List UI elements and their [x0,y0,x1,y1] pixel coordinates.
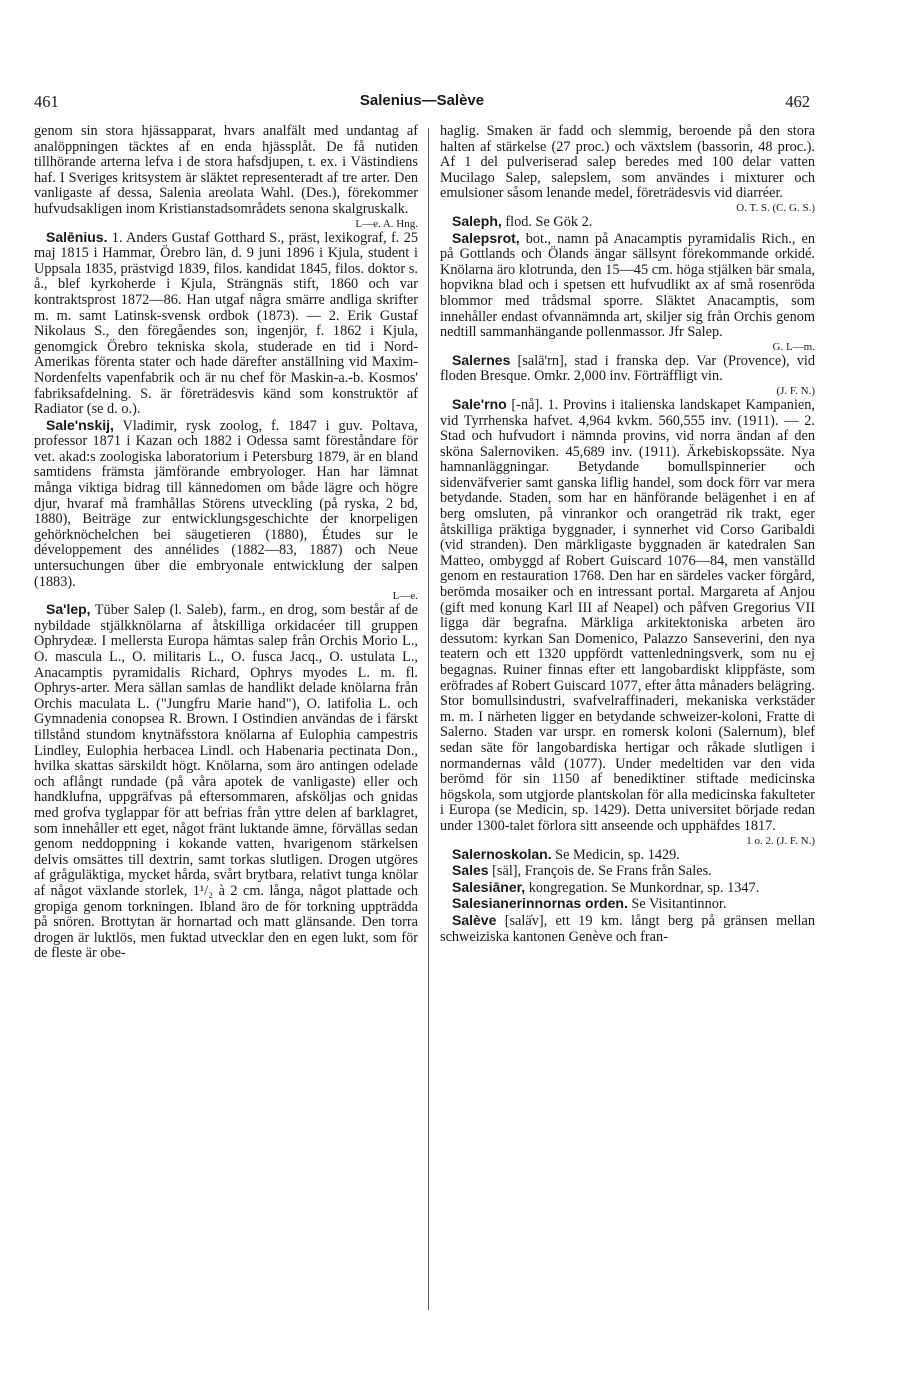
entry-signature: O. T. S. (C. G. S.) [736,201,815,214]
entry-headword: Sale'rno [452,395,507,412]
entry-signature: L—e. A. Hng. [355,217,418,230]
entry [34,602,418,962]
page-header [34,92,810,116]
entry-text: Se Visitantinnor. [627,896,727,913]
entry-text: [salä̇v], ett 19 km. långt berg på gränsen mellan schweiziska kantonen Genève och fran- [440,912,815,945]
entry-text: Tüber Salep (l. Saleb), farm., en drog, som består af de nybildade stjälkknölarna af åtskilliga orkidacéer till gruppen Ophrydeæ. I mellersta Europa hämtas salep från Orchis Morio L., O. mascula L., O. militaris L., O. fusca Jacq., O. ustulata L., Anacamptis pyramidalis Richard, Ophrys myodes L. m. fl. Ophrys-arter. Mera sällan samlas de handlikt delade knölarna från Orchis maculata L. ("Jungfru Marie hand"), O. latifolia L. och Gymnadenia conopsea R. Brown. I Ostindien användas de i färskt tillstånd stundom knytnäfsstora knölarna af Eulophia campestris Lindley, Eulophia herbacea Lindl. och Habenaria pectinata Don., hvilka skattas särskildt högt. Knölarna, som äro antingen odelade och aflångt rundade (på våra apotek de vanligaste) eller och handklufna, uppgräfvas på eftersommaren, afsköljas och gnidas med grofva tyglappar för att befrias från yttre delen af barklagret, som innehåller ett eget, något fränt luktande ämne, förvällas sedan genom neddoppning i kokande vatten, hvarigenom stärkelsen delvis omsättes till dextrin, samt torkas slutligen. Drogen utgöres af gråguläktiga, mycket hårda, svårt brytbara, relativt tunga knölar af något växlande storlek, 1¹/₂ à 2 cm. långa, något plattade och gropiga genom torkningen. Ibland äro de för torkning uppträdda på snören. Brottytan är hornartad och matt glänsande. Den torra drogen är luktlös, men fuktad utvecklar den en egen lukt, som för de fleste är obe- [34,602,418,962]
entry-headword: Saleph, [452,212,502,229]
entry-text: bot., namn på Anacamptis pyramidalis Rich., en på Gottlands och Ölands ängar sällsynt förekommande orkidé. Knölarna äro klotrunda, den 15—45 cm. höga stjälken bär smala, hopvikna blad och i spetsen ett hufvudlikt ax af små rosenröda blommor med trådsmal sporre. Släktet Anacamptis, som innehåller endast ofvannämnda art, skiljer sig från Orchis genom nedtill sammanhängande pollenmassor. Jfr Salep. [440,230,815,341]
entry [440,847,815,864]
column-divider [428,128,429,1310]
entry-headword: Salernes [452,351,511,368]
entry-text: Se Medicin, sp. 1429. [551,846,680,863]
right-column [440,124,815,945]
entry-text: [säl], François de. Se Frans från Sales. [488,863,712,880]
entry [34,124,418,230]
entry-headword: Salēnius. [46,228,108,245]
entry-headword: Salève [452,911,497,928]
entry [440,880,815,897]
entry-text: Vladimir, rysk zoolog, f. 1847 i guv. Poltava, professor 1871 i Kazan och 1882 i Odessa samt föreståndare för vet. akad:s zoologiska laboratorium i Petersburg 1879, är en bland samtidens främsta jämförande embryologer. Han har lämnat många viktiga bidrag till kännedomen om både lägre och högre djur, hvaraf må framhållas Störens utveckling (på ryska, 2 bd, 1880), Beiträge zur entwicklungsgeschichte der knorpeligen gehörknöchelchen bei säugetieren (1880), Études sur le développement des annélides (1882—83, 1887) och Neue untersuchungen über die embryonale entwicklung der salpen (1883). [34,417,418,590]
entry [440,863,815,880]
entry-text: kongregation. Se Munkordnar, sp. 1347. [525,879,760,896]
entry-headword: Salepsrot, [452,229,520,246]
entry-text: haglig. Smaken är fadd och slemmig, beroende på den stora halten af stärkelse (27 proc.) och växtslem (bassorin, 48 proc.). Af 1 del pulveriserad salep beredes med 100 delar vatten Mucilago Salep, salepslem, som användes i mixturer och emulsioner såsom lenande medel, företrädesvis vid diarréer. [440,123,815,202]
entry-text: genom sin stora hjässapparat, hvars analfält med undantag af analöppningen täcktes af en enda hjässplåt. De få nutiden tillhörande arterna lefva i de stora hafsdjupen, t. ex. i Västindiens haf. I Sveriges kritsystem är släktet representeradt af tre arter. Den vanligaste af dessa, Salenia areolata Wahl. (Des.), förekommer hufvudsakligen inom Kristianstadsområdets senona skalgruskalk. [34,123,418,217]
entry-headword: Sales [452,862,489,879]
entry [440,231,815,353]
running-title: Salenius—Salève [359,92,485,109]
entry [440,214,815,231]
entry-headword: Sa'lep, [46,601,91,618]
entry [34,230,418,418]
entry [440,896,815,913]
entry-text: 1. Anders Gustaf Gotthard S., präst, lexikograf, f. 25 maj 1815 i Hammar, Örebro län, d. 9 juni 1896 i Kjula, student i Uppsala 1835, prästvigd 1839, filos. kandidat 1845, filos. doktor s. å., blef kyrkoherde i Kjula, Strängnäs stift, 1860 och var kontraktsprost 1872—86. Han utgaf några smärre andliga skrifter m. m. samt Latinsk-svensk ordbok (1873). — 2. Erik Gustaf Nikolaus S., den föregåendes son, ingenjör, f. 1862 i Kjula, genomgick Örebro tekniska skola, studerade en tid i Nord-Amerikas förenta stater och hade därefter anställning vid Maxim-Nordenfelts vapenfabrik och är nu chef för Maskin-a.-b. Kosmos' fabriksafdelning. S. är företrädesvis känd som konstruktör af Radiator (se d. o.). [34,229,418,418]
entry [34,418,418,603]
page-number-left: 461 [34,92,59,111]
entry [440,124,815,214]
entry-text: [salä'rn], stad i franska dep. Var (Provence), vid floden Bresque. Omkr. 2,000 inv. Förträffligt vin. [440,352,815,385]
entry-headword: Sale'nskij, [46,416,114,433]
entry-signature: G. L—m. [772,340,815,353]
entry-signature: (J. F. N.) [776,384,815,397]
left-column [34,124,418,962]
entry [440,353,815,397]
entry-headword: Salernoskolan. [452,845,552,862]
entry [440,397,815,847]
entry-signature: L—e. [392,590,418,603]
page-number-right: 462 [785,92,810,111]
entry-headword: Salesianerinnornas orden. [452,895,628,912]
entry [440,913,815,945]
entry-text: [-nå]. 1. Provins i italienska landskapet Kampanien, vid Tyrrhenska hafvet. 4,964 kvkm. 560,555 inv. (1911). — 2. Stad och hufvudort i nämnda provins, vid norra ändan af den sköna Salernoviken. 45,689 inv. (1911). Ärkebiskopssäte. Nya hamnanläggningar. Betydande bomullspinnerier och sidenväfverier samt ganska liflig handel, som dock förr var mera betydande. Staden, som har en hänförande belägenhet i en af berg omsluten, på vinrankor och orangeträd rik trakt, eger åtskilliga präktiga byggnader, i synnerhet vid Corso Garibaldi (vid stranden). Den märkligaste byggnaden är katedralen San Matteo, ombyggd af Robert Guiscard 1076—84, men vanställd genom en restauration 1768. Den har en särdeles vacker förgård, berömda mosaiker och en intressant portal. Margareta af Anjou (gift med konung Karl III af Neapel) och påfven Gregorius VII ligga där begrafna. Märkliga arkitektoniska arbeten äro dessutom: kyrkan San Domenico, Palazzo Sanseverini, den nya teatern och ett 1320 uppfördt vattenledningsverk, som nu ej begagnas. Ruiner finnas efter ett langobardiskt klippfäste, som eröfrades af Robert Guiscard 1077, efter åtta månaders belägring. Stor bomullsindustri, svafvelraffinaderi, mekaniska verkstäder m. m. I närheten ligger en betydande schweizer-koloni, Fratte di Salerno. Staden var urspr. en romersk koloni (Salernum), blef sedan säte för langobardiska hertigar och råkade slutligen i normandernas våld (1077). Under medeltiden var den vida berömd för sin 1150 af benediktiner stiftade medicinska högskola, som utgjorde plantskolan för alla medicinska fakulteter i Europa (se Medicin, sp. 1429). Detta universitet började redan under 1300-talet förlora sitt anseende och upphäfdes 1817. [440,396,815,834]
entry-signature: 1 o. 2. (J. F. N.) [746,834,815,847]
entry-headword: Salesiāner, [452,878,526,895]
entry-text: flod. Se Gök 2. [501,213,593,230]
